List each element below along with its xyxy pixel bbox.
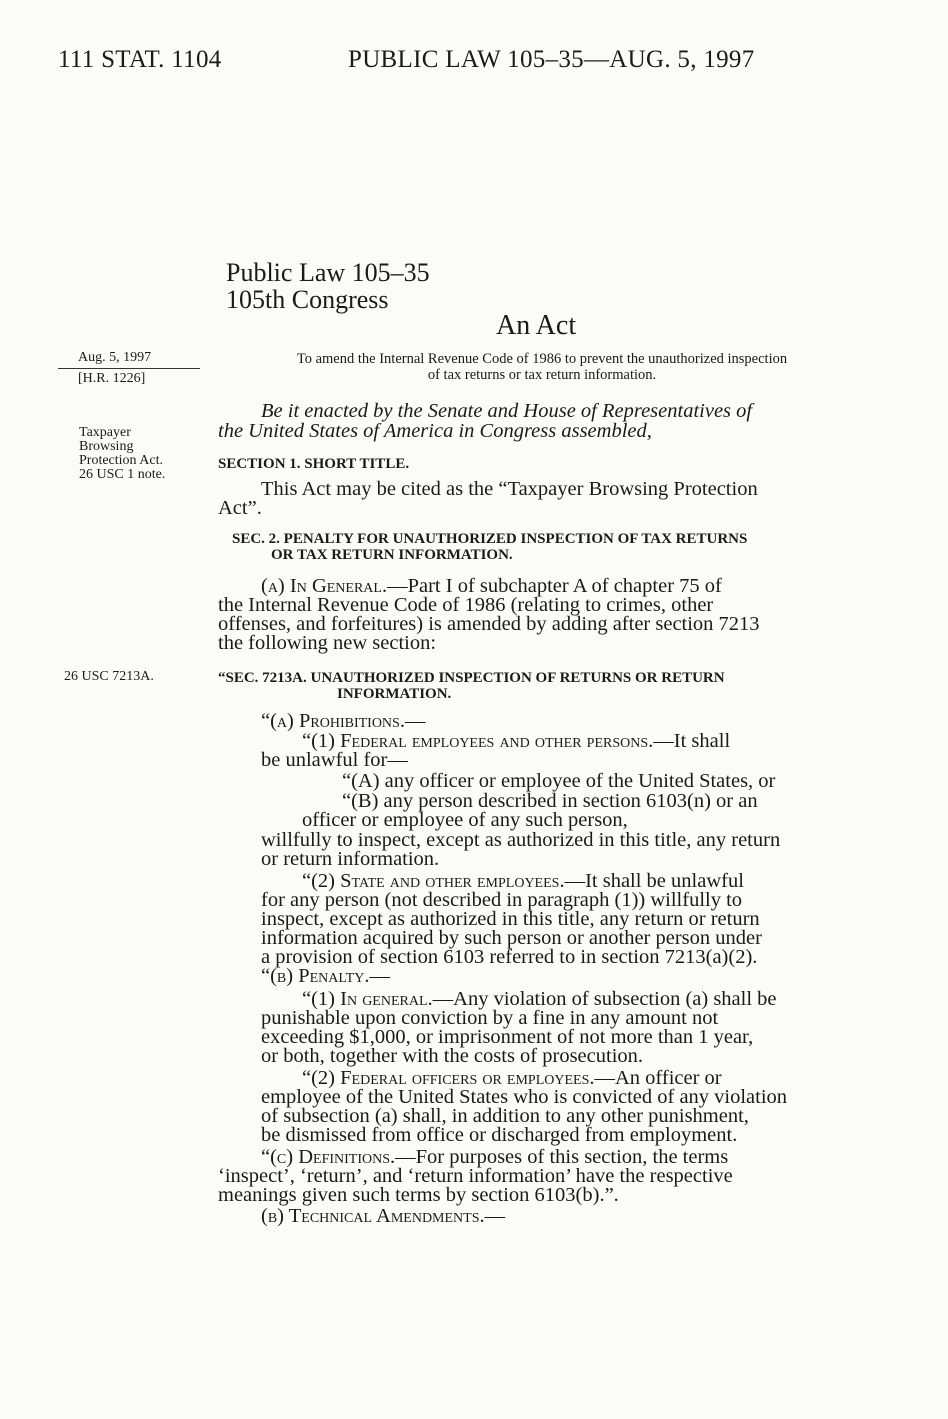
new-section-heading-line: INFORMATION. [337,686,452,702]
margin-note-line: 26 USC 1 note. [79,467,166,482]
new-section-heading-line: “SEC. 7213A. UNAUTHORIZED INSPECTION OF RETURNS OR RETURN [218,670,725,686]
subsection-a-line: offenses, and forfeitures) is amended by adding after section 7213 [218,613,760,635]
paragraph-b2-line: of subsection (a) shall, in addition to any other punishment, [261,1105,749,1127]
purpose-line: of tax returns or tax return information. [427,367,657,383]
paragraph-b1-line: exceeding $1,000, or imprisonment of not more than 1 year, [261,1026,754,1048]
running-title-header: PUBLIC LAW 105–35—AUG. 5, 1997 [348,46,755,73]
margin-bill-number: [H.R. 1226] [78,371,146,386]
paragraph-a2-line: information acquired by such person or another person under [261,927,762,949]
paragraph-b2-label: “(2) Federal officers or employees. [302,1067,595,1089]
purpose-clause [232,351,852,383]
paragraph-b2-line: employee of the United States who is convicted of any violation [261,1086,788,1108]
enacting-clause-line-1: Be it enacted by the Senate and House of Representatives of [261,400,753,422]
subsection-a-text: —Part I of subchapter A of chapter 75 of [387,575,722,597]
subsection-a-line: the Internal Revenue Code of 1986 (relating to crimes, other [218,594,714,616]
subsection-a-label: (a) In General. [261,575,388,597]
definitions-line: ‘inspect’, ‘return’, and ‘return information’ have the respective [218,1165,733,1187]
clause-a1B-line: “(B) any person described in section 6103(n) or an [342,790,758,812]
paragraph-a1-line: be unlawful for— [261,749,408,771]
page-number-header: 111 STAT. 1104 [58,46,222,73]
prohibitions-heading: “(a) Prohibitions.— [261,710,426,732]
paragraph-b1-line: punishable upon conviction by a fine in any amount not [261,1007,719,1029]
paragraph-a1-text: —It shall [653,730,731,752]
enacting-clause-line-2: the United States of America in Congress assembled, [218,420,652,442]
act-title: An Act [496,310,577,341]
paragraph-a2-line: a provision of section 6103 referred to in section 7213(a)(2). [261,946,758,968]
paragraph-a2-label: “(2) State and other employees. [302,870,565,892]
paragraph-a2-line: inspect, except as authorized in this title, any return or return [261,908,760,930]
margin-section-note: 26 USC 7213A. [64,669,154,684]
technical-amendments-heading: (b) Technical Amendments.— [261,1205,506,1227]
paragraph-b1-text: —Any violation of subsection (a) shall be [432,988,777,1010]
purpose-line: To amend the Internal Revenue Code of 1986 to prevent the unauthorized inspection [296,351,788,367]
section-2-heading-line: OR TAX RETURN INFORMATION. [271,547,513,563]
paragraph-a2-line: for any person (not described in paragraph (1)) willfully to [261,889,743,911]
section-1-text-line: This Act may be cited as the “Taxpayer Browsing Protection [261,478,758,500]
section-1-text-line: Act”. [218,497,262,519]
paragraph-a1-tail-line: or return information. [261,848,440,870]
paragraph-b2-line: be dismissed from office or discharged from employment. [261,1124,738,1146]
congress-title: 105th Congress [226,285,389,314]
public-law-title: Public Law 105–35 [226,258,430,287]
section-1-heading: SECTION 1. SHORT TITLE. [218,456,410,472]
margin-date: Aug. 5, 1997 [78,350,152,365]
paragraph-b1-line: or both, together with the costs of prosecution. [261,1045,644,1067]
paragraph-a1-tail-line: willfully to inspect, except as authorized in this title, any return [261,829,781,851]
margin-short-title-note [79,426,165,482]
paragraph-b2-text: —An officer or [594,1067,722,1089]
paragraph-a1-label: “(1) Federal employees and other persons. [302,730,654,752]
section-2-heading-line: SEC. 2. PENALTY FOR UNAUTHORIZED INSPECTION OF TAX RETURNS [232,531,748,547]
definitions-label: “(c) Definitions. [261,1146,396,1168]
penalty-heading: “(b) Penalty.— [261,965,390,987]
subsection-a-line: the following new section: [218,632,437,654]
margin-note-line: Protection Act. [79,453,163,468]
definitions-text: —For purposes of this section, the terms [395,1146,729,1168]
margin-rule [58,368,200,369]
clause-a1B-line: officer or employee of any such person, [302,809,628,831]
paragraph-a2-text: —It shall be unlawful [564,870,744,892]
paragraph-b1-label: “(1) In general. [302,988,433,1010]
margin-note-line: Browsing [79,439,134,454]
clause-a1A: “(A) any officer or employee of the United States, or [342,770,776,792]
definitions-line: meanings given such terms by section 6103(b).”. [218,1184,619,1206]
margin-note-line: Taxpayer [79,425,131,440]
